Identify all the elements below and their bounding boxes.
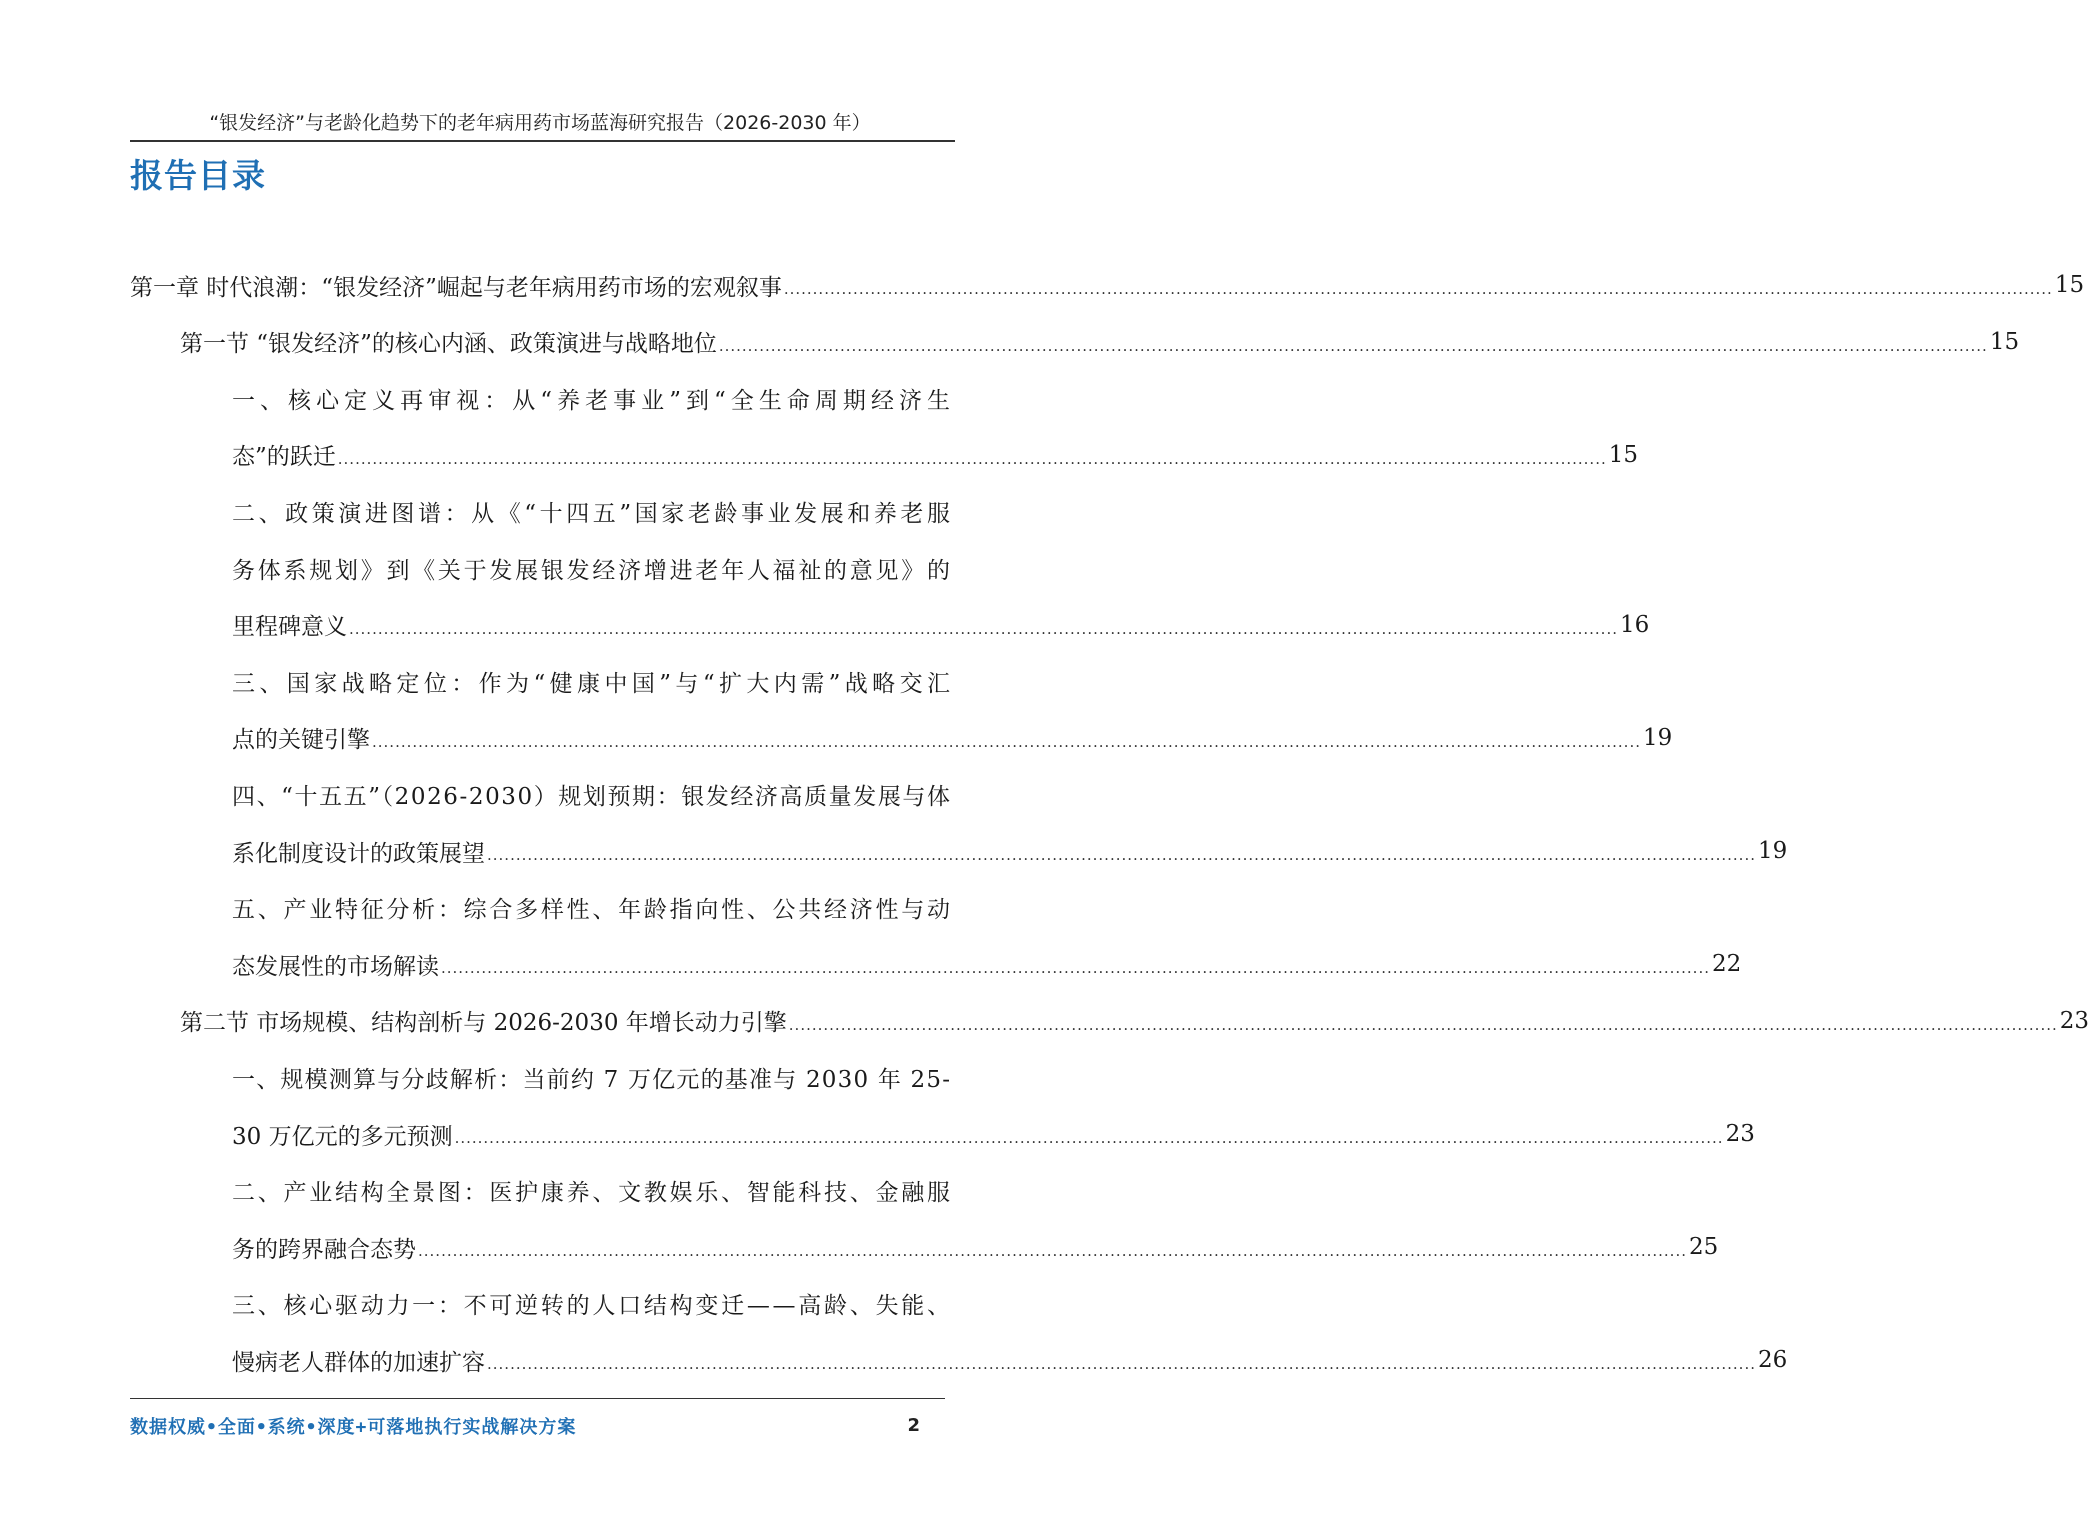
- toc-leader-dots: ............................................................................................................................................................................................................................: [487, 1355, 1756, 1374]
- toc-leader-dots: ............................................................................................................................................................................................................................: [454, 1129, 1724, 1147]
- toc-entry[interactable]: [232, 939, 1742, 989]
- toc-entry[interactable]: [232, 1109, 1755, 1159]
- toc-leader-dots: ............................................................................................................................................................................................................................: [372, 732, 1641, 751]
- footer-rule: [130, 1398, 945, 1399]
- toc-entry[interactable]: [232, 373, 956, 423]
- toc-entry-text: 三、核心驱动力一：不可逆转的人口结构变迁——高龄、失能、: [232, 1293, 953, 1320]
- toc-leader-dots: ............................................................................................................................................................................................................................: [418, 1242, 1687, 1261]
- toc-entry[interactable]: [232, 713, 1673, 763]
- toc-title: 报告目录: [130, 156, 266, 195]
- header-rule: [130, 140, 955, 142]
- toc-page-number: 16: [1619, 611, 1650, 638]
- toc-entry-text: 点的关键引擎: [232, 727, 370, 754]
- toc-page-number: 26: [1757, 1347, 1788, 1374]
- toc-entry[interactable]: [232, 600, 1650, 650]
- toc-entry[interactable]: [232, 543, 953, 593]
- toc-entry[interactable]: [180, 996, 2089, 1046]
- toc-page-number: 19: [1642, 724, 1673, 751]
- toc-leader-dots: ............................................................................................................................................................................................................................: [487, 846, 1756, 864]
- toc-entry[interactable]: [232, 1335, 1788, 1385]
- toc-leader-dots: ............................................................................................................................................................................................................................: [718, 336, 1988, 355]
- toc-entry-text: 一、规模测算与分歧解析：当前约 7 万亿元的基准与 2030 年 25-: [232, 1066, 952, 1093]
- toc-entry-text: 一、核心定义再审视：从“养老事业”到“全生命周期经济生: [232, 387, 956, 414]
- toc-entry-text: 务的跨界融合态势: [232, 1236, 416, 1263]
- toc-page-number: 19: [1757, 838, 1788, 864]
- toc-entry-text: 第一章 时代浪潮：“银发经济”崛起与老年病用药市场的宏观叙事: [130, 274, 782, 301]
- running-header: “银发经济”与老龄化趋势下的老年病用药市场蓝海研究报告（2026-2030 年）: [209, 112, 871, 134]
- toc-page-number: 15: [1989, 328, 2020, 355]
- toc-entry-text: 系化制度设计的政策展望: [232, 840, 485, 867]
- toc-leader-dots: ............................................................................................................................................................................................................................: [441, 959, 1710, 978]
- toc-entry[interactable]: [232, 486, 954, 536]
- toc-entry-text: 二、产业结构全景图：医护康养、文教娱乐、智能科技、金融服: [232, 1180, 953, 1207]
- toc-page-number: 22: [1711, 951, 1742, 978]
- toc-leader-dots: ............................................................................................................................................................................................................................: [349, 619, 1618, 638]
- toc-entry-text: 务体系规划》到《关于发展银发经济增进老年人福祉的意见》的: [232, 557, 953, 584]
- footer-page-number: 2: [907, 1415, 920, 1436]
- toc-entry-text: 二、政策演进图谱：从《“十四五”国家老龄事业发展和养老服: [232, 500, 954, 527]
- toc-entry[interactable]: [232, 1052, 950, 1102]
- toc-leader-dots: ............................................................................................................................................................................................................................: [783, 280, 2053, 298]
- toc-entry[interactable]: [130, 260, 2085, 310]
- toc-entry[interactable]: [232, 769, 950, 819]
- toc-entry[interactable]: [180, 317, 2020, 367]
- toc-entry[interactable]: [232, 883, 953, 933]
- footer-slogan: 数据权威•全面•系统•深度+可落地执行实战解决方案: [130, 1417, 577, 1438]
- toc-entry-text: 第一节 “银发经济”的核心内涵、政策演进与战略地位: [180, 331, 717, 358]
- toc-entry-text: 四、“十五五”（2026-2030）规划预期：银发经济高质量发展与体: [232, 783, 952, 810]
- toc-entry-text: 30 万亿元的多元预测: [232, 1123, 453, 1150]
- toc-entry-text: 里程碑意义: [232, 614, 347, 641]
- toc-entry[interactable]: [232, 1222, 1719, 1272]
- toc-entry[interactable]: [232, 656, 955, 706]
- toc-entry-text: 第二节 市场规模、结构剖析与 2026-2030 年增长动力引擎: [180, 1010, 787, 1037]
- toc-entry[interactable]: [232, 826, 1788, 876]
- toc-leader-dots: ............................................................................................................................................................................................................................: [337, 449, 1607, 468]
- toc-entry[interactable]: [232, 430, 1639, 480]
- toc-leader-dots: ............................................................................................................................................................................................................................: [788, 1015, 2058, 1034]
- toc-entry-text: 五、产业特征分析：综合多样性、年龄指向性、公共经济性与动: [232, 897, 953, 924]
- toc-page-number: 23: [2059, 1007, 2089, 1034]
- toc-entry[interactable]: [232, 1279, 953, 1329]
- toc-entry-text: 三、国家战略定位：作为“健康中国”与“扩大内需”战略交汇: [232, 670, 955, 697]
- toc-entry-text: 慢病老人群体的加速扩容: [232, 1349, 485, 1376]
- toc-page-number: 25: [1688, 1234, 1719, 1261]
- toc-entry-text: 态”的跃迁: [232, 444, 336, 471]
- toc-page-number: 15: [2054, 272, 2085, 298]
- toc-page-number: 23: [1725, 1121, 1755, 1147]
- toc-page-number: 15: [1608, 441, 1639, 468]
- toc-entry[interactable]: [232, 1166, 953, 1216]
- toc-entry-text: 态发展性的市场解读: [232, 953, 439, 980]
